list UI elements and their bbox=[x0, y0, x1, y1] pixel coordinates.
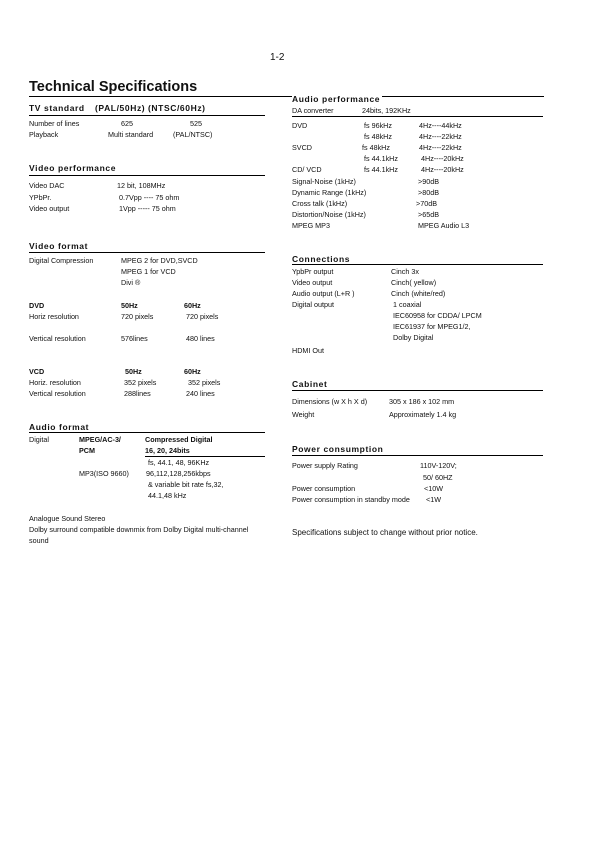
table-cell: 352 pixels bbox=[124, 378, 157, 387]
table-row-label: Vertical resolution bbox=[29, 334, 86, 343]
svcd-audio-label: SVCD bbox=[292, 143, 312, 152]
table-cell: 240 lines bbox=[186, 389, 215, 398]
pcm-divider bbox=[145, 456, 265, 457]
digital-compression-label: Digital Compression bbox=[29, 256, 94, 265]
table-cell: Cinch (white/red) bbox=[391, 289, 446, 298]
table-row-label: Audio output (L+R ) bbox=[292, 289, 355, 298]
cabinet-divider bbox=[292, 390, 543, 391]
table-cell: 4Hz----20kHz bbox=[421, 154, 464, 163]
table-cell: fs 96kHz bbox=[364, 121, 392, 130]
power-rating-label: Power supply Rating bbox=[292, 461, 358, 470]
table-cell: Multi standard bbox=[108, 130, 154, 139]
mp3-line: 44.1,48 kHz bbox=[148, 491, 187, 500]
analogue-sound: Analogue Sound Stereo bbox=[29, 514, 106, 523]
table-row-label: Playback bbox=[29, 130, 59, 139]
power-rating-voltage: 110V-120V; bbox=[420, 461, 457, 470]
title-divider bbox=[29, 96, 544, 97]
table-cell: MPEG Audio L3 bbox=[418, 221, 470, 230]
specifications-notice: Specifications subject to change without prior notice. bbox=[292, 528, 478, 537]
table-cell: (PAL/NTSC) bbox=[173, 130, 213, 139]
video-performance-heading: Video performance bbox=[29, 163, 117, 173]
table-row-label: Vertical resolution bbox=[29, 389, 86, 398]
video-format-divider bbox=[29, 252, 265, 253]
power-heading: Power consumption bbox=[292, 444, 384, 454]
mp3-line: 96,112,128,256kbps bbox=[146, 469, 211, 478]
pcm-rates: fs, 44.1, 48, 96KHz bbox=[148, 458, 210, 467]
connections-heading: Connections bbox=[292, 254, 351, 264]
table-cell: 4Hz----22kHz bbox=[419, 132, 462, 141]
dvd-audio-label: DVD bbox=[292, 121, 308, 130]
mpeg-ac3-label: MPEG/AC-3/ bbox=[79, 435, 121, 444]
pcm-label: PCM bbox=[79, 446, 95, 455]
table-cell: 625 bbox=[121, 119, 133, 128]
power-rating-frequency: 50/ 60HZ bbox=[423, 473, 453, 482]
table-row-label: Cross talk (1kHz) bbox=[292, 199, 348, 208]
da-converter-label: DA converter bbox=[292, 106, 334, 115]
da-converter-value: 24bits, 192KHz bbox=[362, 106, 411, 115]
table-cell: 4Hz----44kHz bbox=[419, 121, 462, 130]
table-row-label: Power consumption bbox=[292, 484, 356, 493]
mp3-line: & variable bit rate fs,32, bbox=[148, 480, 224, 489]
table-cell: 480 lines bbox=[186, 334, 215, 343]
table-cell: 0.7Vpp ---- 75 ohm bbox=[119, 193, 180, 202]
table-cell: fs 44.1kHz bbox=[364, 154, 398, 163]
digital-output-standard: Dolby Digital bbox=[393, 333, 434, 342]
table-row-label: Video DAC bbox=[29, 181, 65, 190]
compressed-digital-label: Compressed Digital bbox=[145, 435, 213, 444]
tv-standard-pal-header: (PAL/50Hz) bbox=[95, 103, 146, 113]
table-row-label: Video output bbox=[292, 278, 333, 287]
page-title: Technical Specifications bbox=[29, 79, 198, 95]
dvd-60hz-header: 60Hz bbox=[184, 301, 201, 310]
table-cell: 1Vpp ----- 75 ohm bbox=[119, 204, 176, 213]
dvd-label: DVD bbox=[29, 301, 45, 310]
table-row-label: Distortion/Noise (1kHz) bbox=[292, 210, 366, 219]
table-row-label: Video output bbox=[29, 204, 70, 213]
digital-label: Digital bbox=[29, 435, 49, 444]
vcd-label: VCD bbox=[29, 367, 45, 376]
table-cell: >70dB bbox=[416, 199, 437, 208]
vcd-60hz-header: 60Hz bbox=[184, 367, 201, 376]
audio-format-heading: Audio format bbox=[29, 422, 90, 432]
table-row-label: Weight bbox=[292, 410, 315, 419]
table-cell: 4Hz----20kHz bbox=[421, 165, 464, 174]
table-cell: >65dB bbox=[418, 210, 439, 219]
table-cell: >80dB bbox=[418, 188, 439, 197]
power-divider bbox=[292, 455, 543, 456]
table-row-label: YpbPr output bbox=[292, 267, 334, 276]
audio-format-divider bbox=[29, 432, 265, 433]
digital-output-standard: IEC61937 for MPEG1/2, bbox=[393, 322, 471, 331]
table-cell: 720 pixels bbox=[186, 312, 219, 321]
table-cell: Cinch( yellow) bbox=[391, 278, 437, 287]
vcd-50hz-header: 50Hz bbox=[125, 367, 142, 376]
table-row-label: Horiz resolution bbox=[29, 312, 79, 321]
table-cell: 12 bit, 108MHz bbox=[117, 181, 166, 190]
digital-output-standard: IEC60958 for CDDA/ LPCM bbox=[393, 311, 482, 320]
audio-performance-heading: Audio performance bbox=[292, 94, 381, 104]
table-cell: 720 pixels bbox=[121, 312, 154, 321]
table-cell: <1W bbox=[426, 495, 441, 504]
pcm-bits: 16, 20, 24bits bbox=[145, 446, 190, 455]
table-cell: 288lines bbox=[124, 389, 151, 398]
tv-standard-heading: TV standard bbox=[29, 103, 85, 113]
table-row-label: Dynamic Range (1kHz) bbox=[292, 188, 367, 197]
table-cell: fs 48kHz bbox=[362, 143, 390, 152]
table-cell: 576lines bbox=[121, 334, 148, 343]
table-cell: Cinch 3x bbox=[391, 267, 419, 276]
cd-vcd-audio-label: CD/ VCD bbox=[292, 165, 322, 174]
table-cell: 525 bbox=[190, 119, 202, 128]
dvd-50hz-header: 50Hz bbox=[121, 301, 138, 310]
table-cell: <10W bbox=[424, 484, 443, 493]
table-row-label: MPEG MP3 bbox=[292, 221, 330, 230]
table-row-label: Number of lines bbox=[29, 119, 80, 128]
hdmi-out: HDMI Out bbox=[292, 346, 324, 355]
compression-line: MPEG 2 for DVD,SVCD bbox=[121, 256, 198, 265]
tv-standard-ntsc-header: (NTSC/60Hz) bbox=[148, 103, 206, 113]
compression-line: MPEG 1 for VCD bbox=[121, 267, 176, 276]
dolby-note: Dolby surround compatible downmix from Dolby Digital multi-channel bbox=[29, 525, 249, 534]
table-cell: fs 44.1kHz bbox=[364, 165, 398, 174]
table-cell: fs 48kHz bbox=[364, 132, 392, 141]
mp3-label: MP3(ISO 9660) bbox=[79, 469, 129, 478]
table-cell: >90dB bbox=[418, 177, 439, 186]
table-cell: 4Hz----22kHz bbox=[419, 143, 462, 152]
video-performance-divider bbox=[29, 175, 265, 176]
table-cell: Approximately 1.4 kg bbox=[389, 410, 457, 419]
connections-divider bbox=[292, 264, 543, 265]
table-row-label: YPbPr. bbox=[29, 193, 52, 202]
table-row-label: Signal-Noise (1kHz) bbox=[292, 177, 356, 186]
dolby-note-cont: sound bbox=[29, 536, 49, 545]
compression-line: Divi ® bbox=[121, 278, 141, 287]
table-cell: 352 pixels bbox=[188, 378, 221, 387]
tv-standard-divider bbox=[29, 115, 265, 116]
table-cell: 1 coaxial bbox=[393, 300, 422, 309]
cabinet-heading: Cabinet bbox=[292, 379, 328, 389]
page-number: 1-2 bbox=[270, 52, 285, 63]
audio-performance-divider bbox=[292, 116, 543, 117]
video-format-heading: Video format bbox=[29, 241, 88, 251]
table-cell: 305 x 186 x 102 mm bbox=[389, 397, 455, 406]
table-row-label: Digital output bbox=[292, 300, 334, 309]
table-row-label: Dimensions (w X h X d) bbox=[292, 397, 368, 406]
table-row-label: Power consumption in standby mode bbox=[292, 495, 410, 504]
table-row-label: Horiz. resolution bbox=[29, 378, 81, 387]
